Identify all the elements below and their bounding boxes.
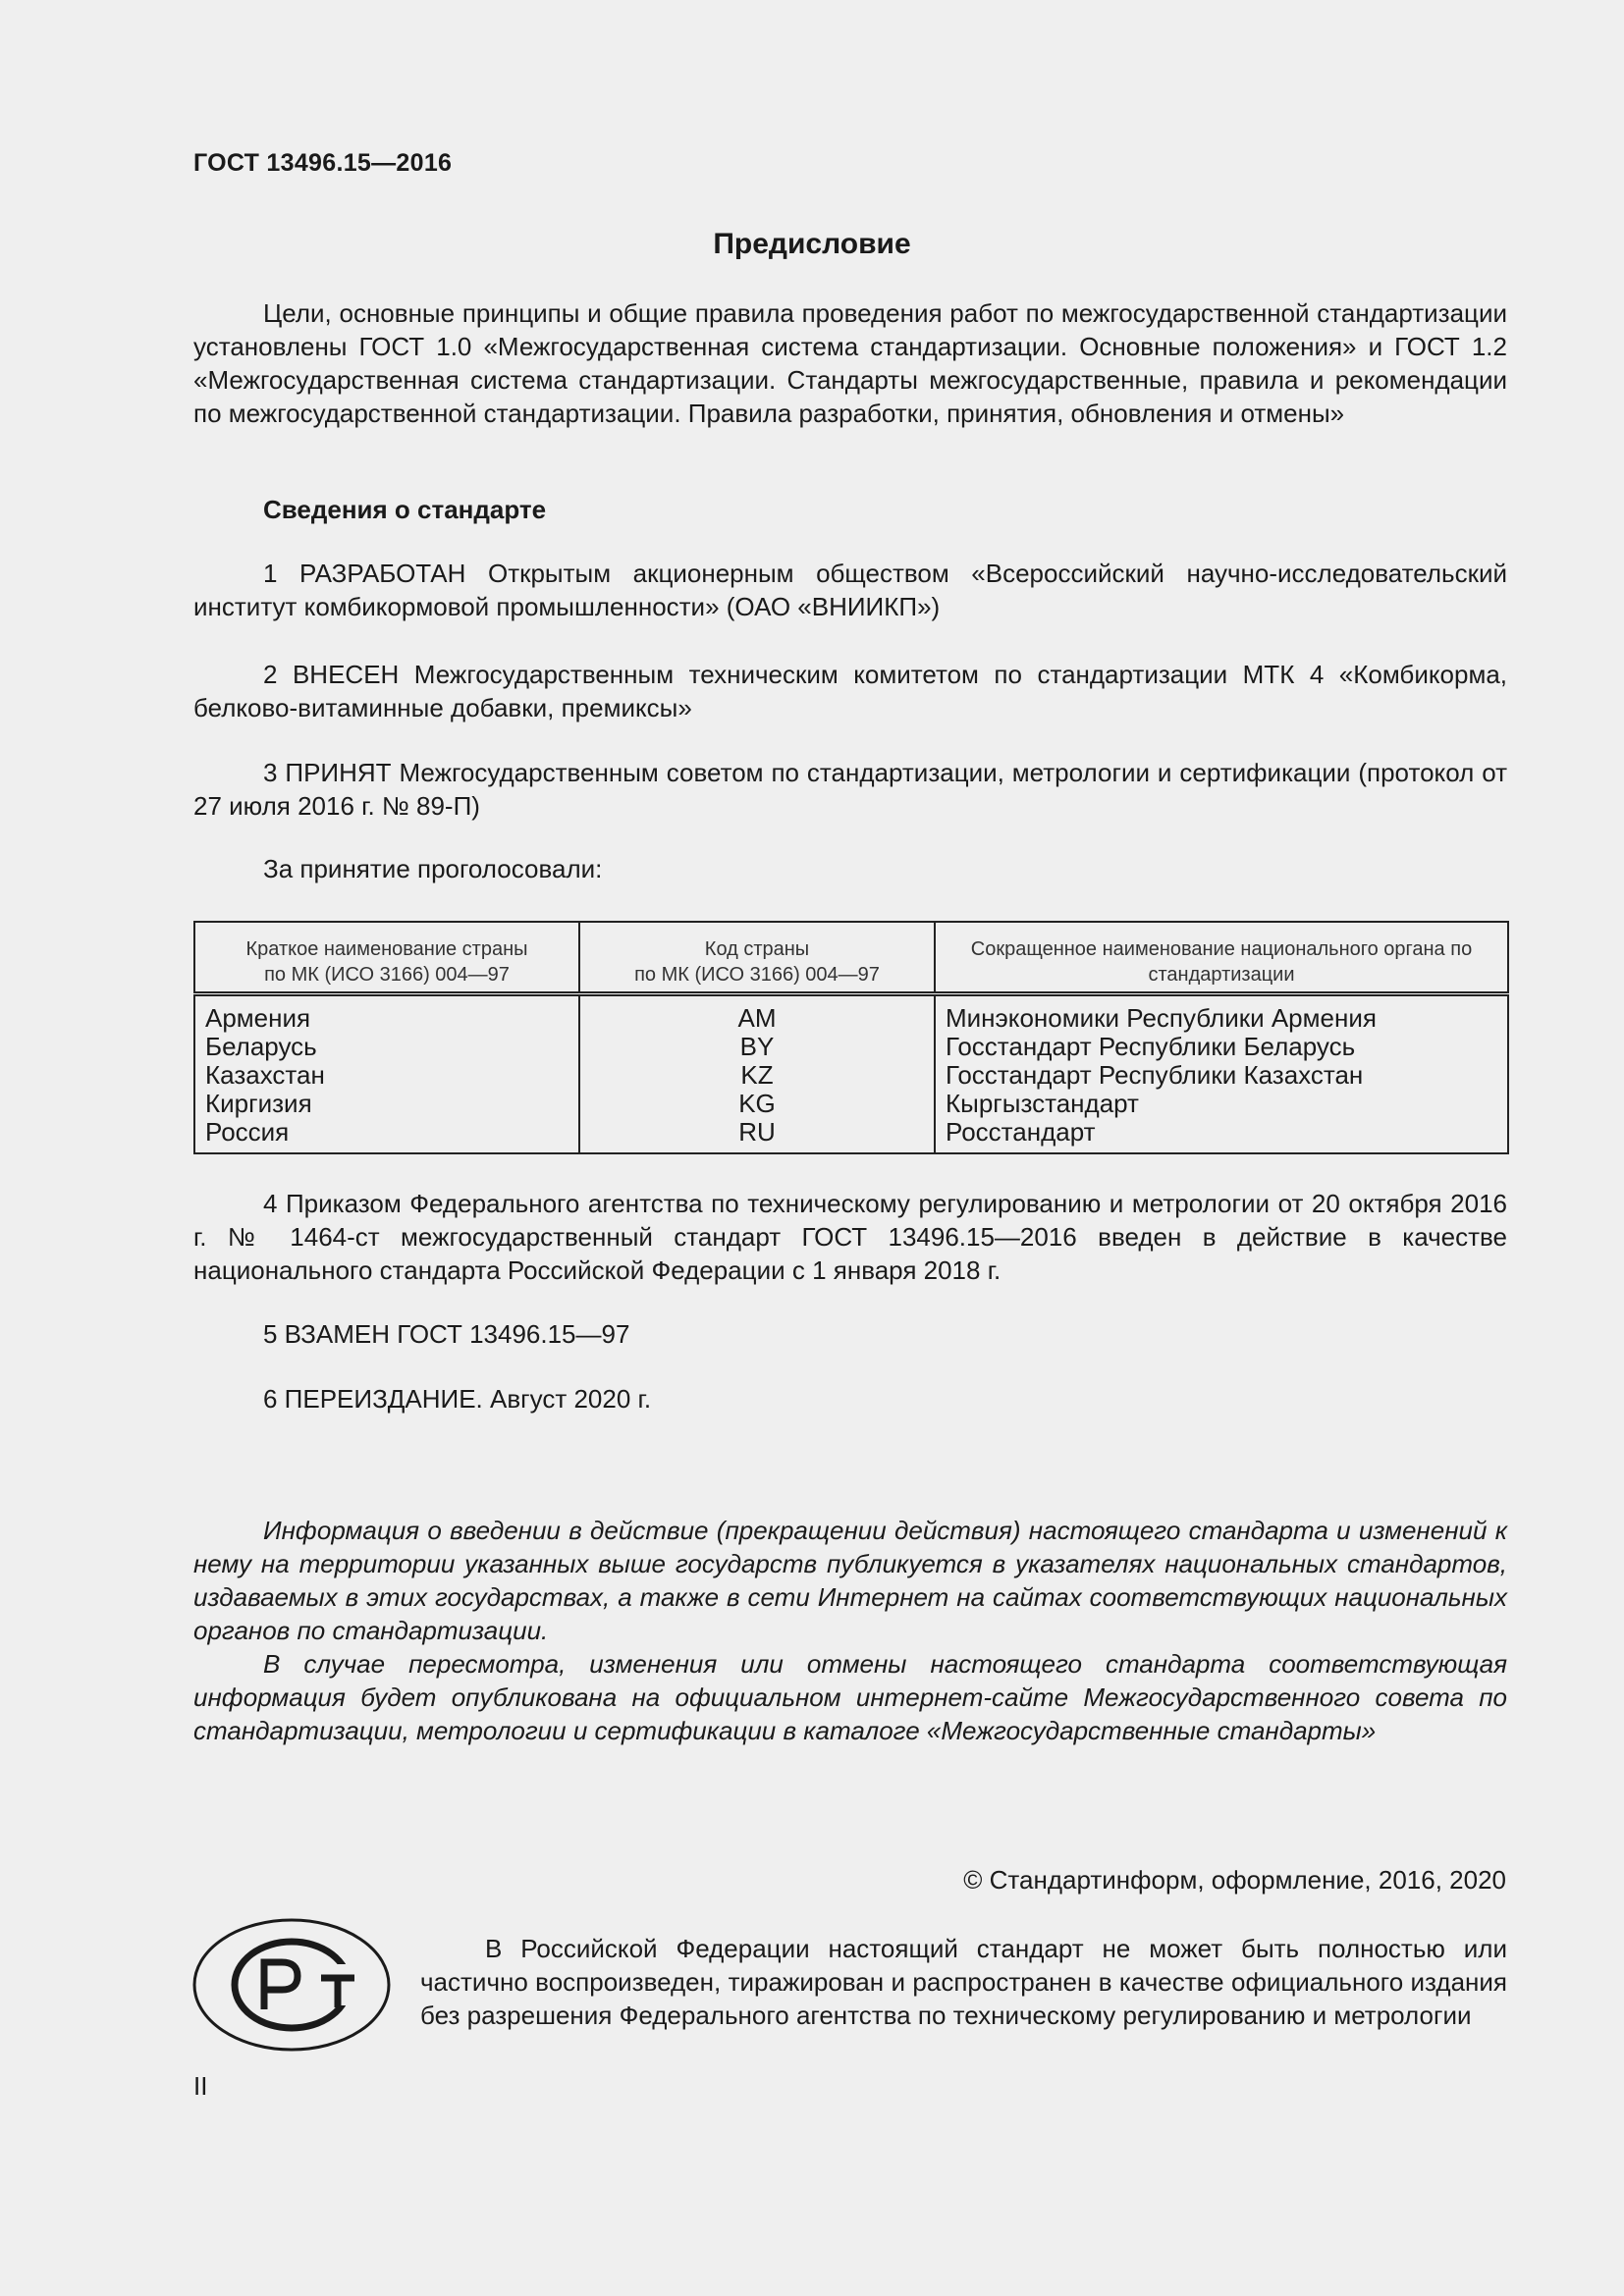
header-org: [935, 922, 1508, 994]
section-heading-block: [193, 493, 1507, 526]
code-cell: BY: [739, 1032, 775, 1061]
header-country-line2: по МК (ИСО 3166) 004—97: [264, 964, 510, 986]
org-cell: Минэкономики Республики Армения: [946, 1003, 1377, 1033]
country-cell: Беларусь: [205, 1032, 317, 1061]
header-code: [579, 922, 935, 994]
header-code-line2: по МК (ИСО 3166) 004—97: [634, 964, 880, 986]
rst-logo-icon: [191, 1917, 392, 2053]
info-paragraph-1: Информация о введении в действие (прекращении действия) настоящего стандарта и изменений к нему на территории указанных выше государств публикуется в указателях национальных стандартов, издаваемых в этих государствах, а также в сети Интернет на сайтах соответствующих национальных органов по стандартизации.: [193, 1516, 1507, 1645]
country-cell: Киргизия: [205, 1089, 312, 1118]
document-code: ГОСТ 13496.15—2016: [193, 149, 453, 177]
table-header-row: [194, 922, 1508, 994]
org-cell: Кыргызстандарт: [946, 1089, 1139, 1118]
header-code-line1: Код страны: [704, 938, 810, 960]
item-4-block: [193, 1187, 1507, 1287]
table-row: [194, 994, 1508, 1154]
org-column: [935, 994, 1508, 1154]
code-cell: RU: [738, 1117, 776, 1147]
item-4: 4 Приказом Федерального агентства по техническому регулированию и метрологии от 20 октября 2016 г. № 1464-ст межгосударственный стандарт ГОСТ 13496.15—2016 введен в действие в качестве национального стандарта Российской Федерации с 1 января 2018 г.: [193, 1189, 1507, 1285]
info-block: [193, 1514, 1507, 1747]
vote-intro-block: [193, 852, 1507, 885]
item-1: 1 РАЗРАБОТАН Открытым акционерным обществом «Всероссийский научно-исследовательский институт комбикормовой промышленности» (ОАО «ВНИИКП»): [193, 559, 1507, 621]
header-org-line2: стандартизации: [1148, 964, 1295, 986]
section-heading: Сведения о стандарте: [263, 495, 547, 524]
intro-block: [193, 296, 1507, 430]
code-cell: AM: [737, 1003, 777, 1033]
item-2-block: [193, 658, 1507, 724]
voting-table: [193, 921, 1509, 1154]
country-cell: Казахстан: [205, 1060, 325, 1090]
vote-intro: За принятие проголосовали:: [263, 854, 603, 883]
intro-paragraph: Цели, основные принципы и общие правила проведения работ по межгосударственной стандартизации установлены ГОСТ 1.0 «Межгосударственная система стандартизации. Основные положения» и ГОСТ 1.2 «Межгосударственная система стандартизации. Стандарты межгосударственные, правила и рекомендации по межгосударственной стандартизации. Правила разработки, принятия, обновления и отмены»: [193, 298, 1507, 428]
item-1-block: [193, 557, 1507, 623]
item-3-block: [193, 756, 1507, 823]
item-5: 5 ВЗАМЕН ГОСТ 13496.15—97: [263, 1319, 630, 1349]
org-cell: Госстандарт Республики Казахстан: [946, 1060, 1364, 1090]
org-cell: Росстандарт: [946, 1117, 1096, 1147]
org-cell: Госстандарт Республики Беларусь: [946, 1032, 1356, 1061]
code-column: [579, 994, 935, 1154]
item-2: 2 ВНЕСЕН Межгосударственным техническим комитетом по стандартизации МТК 4 «Комбикорма, белково-витаминные добавки, премиксы»: [193, 660, 1507, 722]
copyright-notice: [420, 1932, 1507, 2032]
code-cell: KG: [738, 1089, 776, 1118]
item-3: 3 ПРИНЯТ Межгосударственным советом по стандартизации, метрологии и сертификации (протокол от 27 июля 2016 г. № 89-П): [193, 758, 1507, 821]
page-title: Предисловие: [713, 228, 911, 260]
page-number: II: [193, 2071, 208, 2101]
country-cell: Армения: [205, 1003, 311, 1033]
header-country-line1: Краткое наименование страны: [245, 938, 528, 960]
item-6-block: [193, 1382, 1507, 1415]
notice-text: В Российской Федерации настоящий стандарт не может быть полностью или частично воспроизведен, тиражирован и распространен в качестве официального издания без разрешения Федерального агентства по техническому регулированию и метрологии: [420, 1934, 1507, 2030]
header-country: [194, 922, 579, 994]
info-paragraph-2: В случае пересмотра, изменения или отмены настоящего стандарта соответствующая информация будет опубликована на официальном интернет-сайте Межгосударственного совета по стандартизации, метрологии и сертификации в каталоге «Межгосударственные стандарты»: [193, 1649, 1507, 1745]
copyright-line: © Стандартинформ, оформление, 2016, 2020: [963, 1865, 1506, 1895]
code-cell: KZ: [740, 1060, 774, 1090]
header-org-line1: Сокращенное наименование национального органа по: [970, 938, 1473, 960]
country-cell: Россия: [205, 1117, 290, 1147]
item-5-block: [193, 1317, 1507, 1351]
country-column: [194, 994, 579, 1154]
item-6: 6 ПЕРЕИЗДАНИЕ. Август 2020 г.: [263, 1384, 652, 1414]
